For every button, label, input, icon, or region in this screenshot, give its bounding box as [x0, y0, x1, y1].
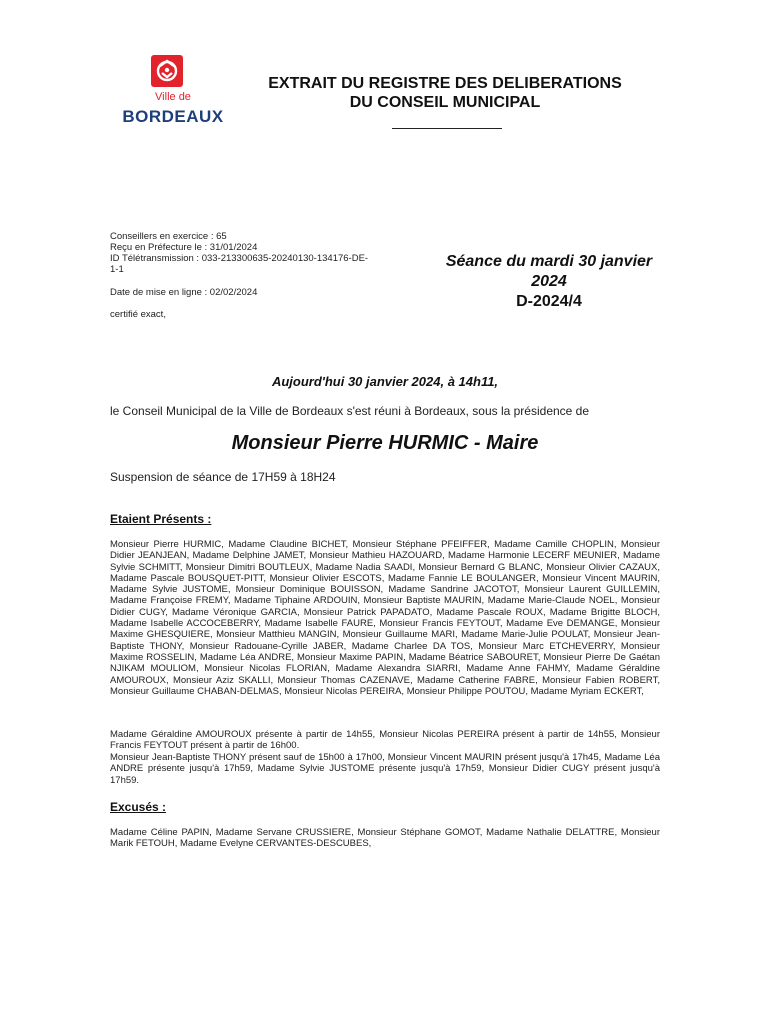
arrivals-paragraph: Madame Géraldine AMOUROUX présente à partir de 14h55, Monsieur Nicolas PEREIRA présent à partir de 14h55, Monsieur Francis FEYTOUT présent à partir de 16h00. — [110, 729, 660, 752]
excuses-heading: Excusés : — [110, 800, 167, 814]
meta-recu: Reçu en Préfecture le : 31/01/2024 — [110, 242, 258, 253]
presiding-mayor: Monsieur Pierre HURMIC - Maire — [231, 432, 539, 454]
register-title-line1: EXTRAIT DU REGISTRE DES DELIBERATIONS — [268, 75, 622, 92]
city-logo — [118, 55, 228, 130]
register-title — [230, 74, 660, 112]
meta-certifie: certifié exact, — [110, 309, 166, 320]
meta-mise-en-ligne: Date de mise en ligne : 02/02/2024 — [110, 287, 258, 298]
suspension-line: Suspension de séance de 17H59 à 18H24 — [110, 470, 336, 484]
seance-title — [418, 252, 680, 292]
meta-id-line2: 1-1 — [110, 264, 124, 275]
presents-list: Monsieur Pierre HURMIC, Madame Claudine BICHET, Monsieur Stéphane PFEIFFER, Madame Camille CHOPLIN, Monsieur Didier JEANJEAN, Madame Delphine JAMET, Monsieur Mathieu HAZOUARD, Madame Harmonie LECERF MEUNIER, Madame Sylvie SCHMITT, Monsieur Dimitri BOUTLEUX, Madame Nadia SAADI, Monsieur Bernard G BLANC, Monsieur Olivier CAZAUX, Madame Pascale BOUSQUET-PITT, Monsieur Olivier ESCOTS, Madame Fannie LE BOULANGER, Monsieur Vincent MAURIN, Madame Sylvie JUSTOME, Monsieur Dominique BOUISSON, Madame Sandrine JACOTOT, Monsieur Laurent GUILLEMIN, Madame Françoise FREMY, Madame Tiphaine ARDOUIN, Monsieur Baptiste MAURIN, Madame Marie-Claude NOEL, Monsieur Didier CUGY, Madame Véronique GARCIA, Monsieur Patrick PAPADATO, Madame Pascale ROUX, Madame Brigitte BLOCH, Madame Isabelle ACCOCEBERRY, Madame Isabelle FAURE, Monsieur Francis FEYTOUT, Madame Eve DEMANGE, Monsieur Maxime GHESQUIERE, Monsieur Matthieu MANGIN, Monsieur Guillaume MARI, Madame Marie-Julie POULAT, Monsieur Jean-Baptiste THONY, Monsieur Radouane-Cyrille JABER, Madame Charlee DA TOS, Monsieur Marc ETCHEVERRY, Monsieur Maxime ROSSELIN, Madame Léa ANDRE, Monsieur Maxime PAPIN, Madame Béatrice SABOURET, Monsieur Pierre De Gaétan NJIKAM MOULIOM, Monsieur Nicolas FLORIAN, Madame Alexandra SIARRI, Madame Anne FAHMY, Madame Géraldine AMOUROUX, Monsieur Aziz SKALLI, Monsieur Thomas CAZENAVE, Madame Catherine FABRE, Monsieur Fabien ROBERT, Monsieur Guillaume CHABAN-DELMAS, Monsieur Nicolas PEREIRA, Monsieur Philippe POUTOU, Madame Myriam ECKERT, — [110, 539, 660, 697]
meta-id-line1: ID Télétransmission : 033-213300635-20240130-134176-DE- — [110, 253, 369, 264]
excuses-list: Madame Céline PAPIN, Madame Servane CRUSSIERE, Monsieur Stéphane GOMOT, Madame Nathalie DELATTRE, Monsieur Marik FETOUH, Madame Evelyne CERVANTES-DESCUBES, — [110, 827, 660, 850]
deliberation-code: D-2024/4 — [516, 293, 582, 310]
logo-ville-text: Ville de — [155, 91, 191, 103]
council-statement: le Conseil Municipal de la Ville de Bordeaux s'est réuni à Bordeaux, sous la présidence de — [110, 404, 590, 418]
presents-heading: Etaient Présents : — [110, 512, 212, 526]
seance-line1: Séance du mardi 30 janvier — [445, 253, 653, 270]
meta-conseillers: Conseillers en exercice : 65 — [110, 231, 227, 242]
seance-line2: 2024 — [531, 273, 567, 290]
departures-paragraph: Monsieur Jean-Baptiste THONY présent sauf de 15h00 à 17h00, Monsieur Vincent MAURIN présent jusqu'à 17h45, Madame Léa ANDRE présente jusqu'à 17h59, Madame Sylvie JUSTOME présente jusqu'à 17h59, Monsieur Didier CUGY présent jusqu'à 17h59. — [110, 752, 660, 786]
meta-block — [110, 231, 400, 275]
register-title-line2: DU CONSEIL MUNICIPAL — [349, 94, 541, 111]
title-underline — [392, 128, 502, 129]
coat-of-arms-icon — [151, 55, 183, 87]
logo-city-text: BORDEAUX — [122, 107, 224, 126]
date-line: Aujourd'hui 30 janvier 2024, à 14h11, — [271, 374, 499, 389]
